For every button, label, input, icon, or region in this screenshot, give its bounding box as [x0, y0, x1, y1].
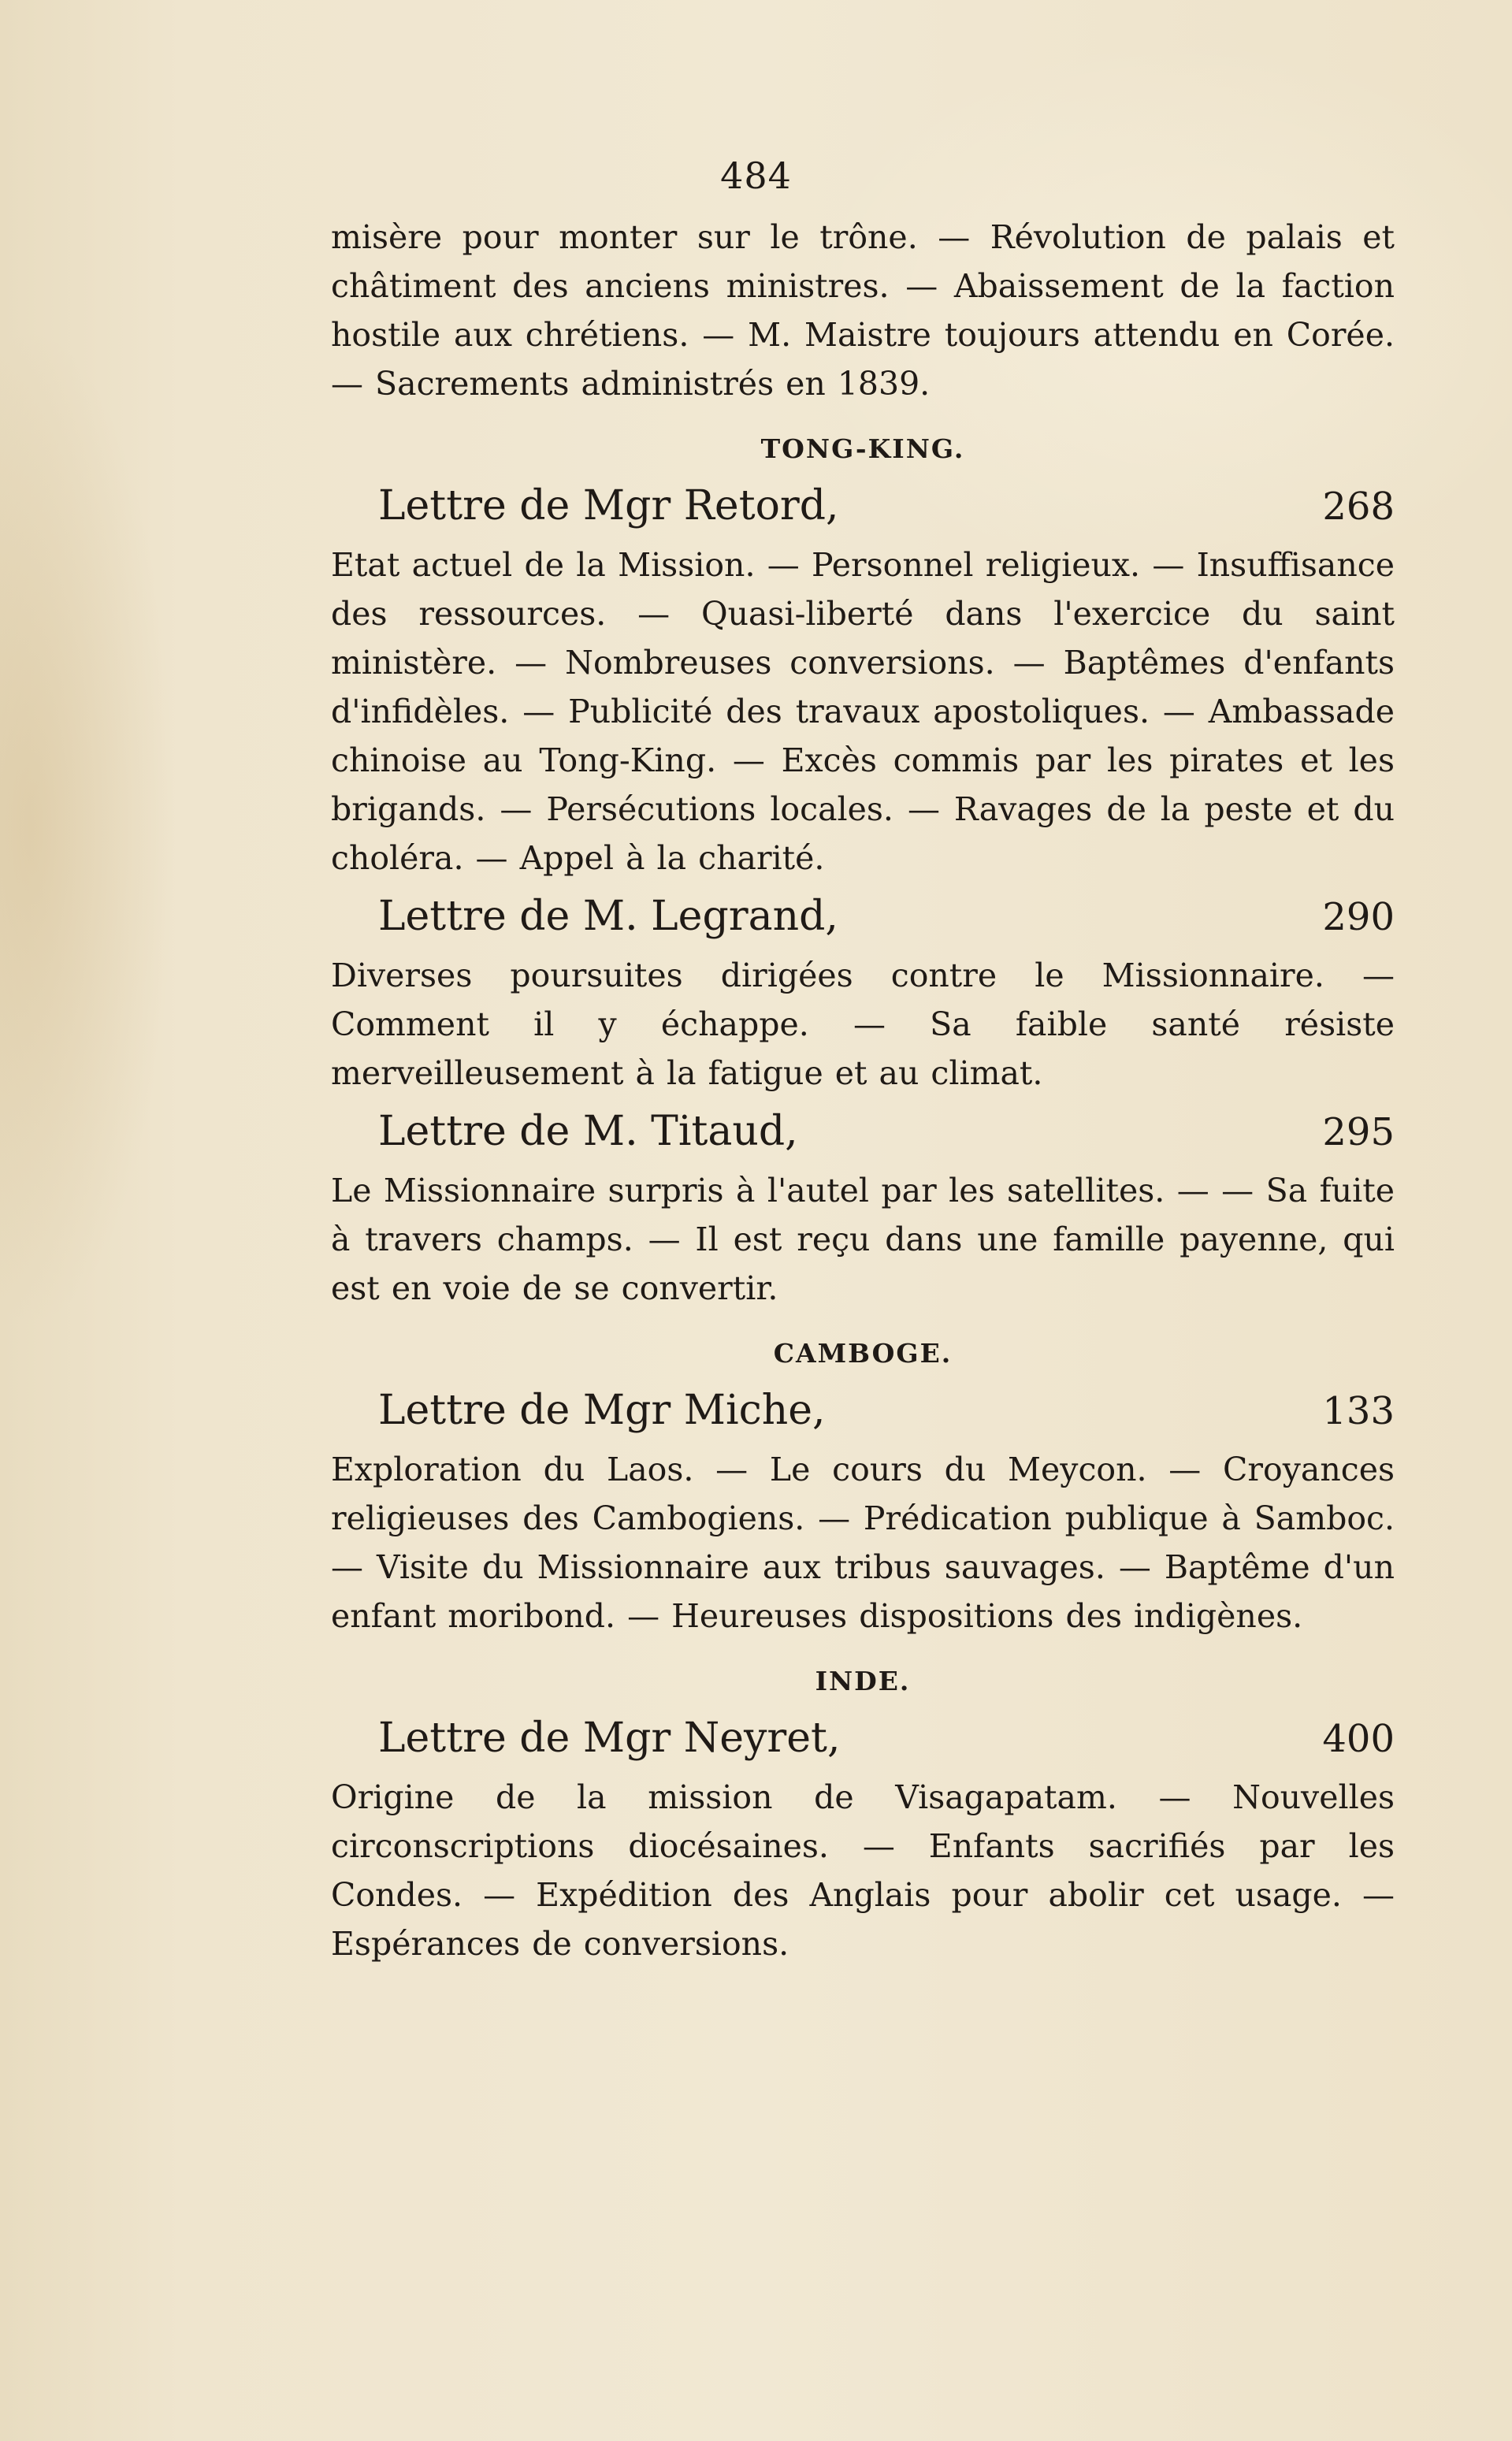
page-reference: 133	[1322, 1389, 1395, 1433]
letter-entry	[331, 1711, 1395, 1767]
letter-summary: Exploration du Laos. — Le cours du Meycon. — Croyances religieuses des Cambogiens. — Prédication publique à Samboc. — Visite du Missionnaire aux tribus sauvages. — Baptême d'un enfant moribond. — Heureuses dispositions des indigènes.	[331, 1451, 1395, 1635]
letter-title: Lettre de Mgr Neyret,	[378, 1715, 841, 1762]
letter-title: Lettre de Mgr Retord,	[378, 482, 839, 529]
intro-paragraph: misère pour monter sur le trône. — Révolution de palais et châtiment des anciens ministres. — Abaissement de la faction hostile aux chrétiens. — M. Maistre toujours attendu en Corée. — Sacrements administrés en 1839.	[331, 218, 1395, 403]
letter-summary: Diverses poursuites dirigées contre le Missionnaire. — Comment il y échappe. — Sa faible santé résiste merveilleusement à la fatigue et au climat.	[331, 957, 1395, 1092]
table-of-contents	[331, 213, 1395, 1968]
section-heading-inde: INDE.	[815, 1666, 911, 1696]
page-reference: 400	[1322, 1717, 1395, 1761]
letter-title: Lettre de Mgr Miche,	[378, 1387, 826, 1434]
letter-entry	[331, 1104, 1395, 1160]
letter-entry	[331, 889, 1395, 945]
section-heading-camboge: CAMBOGE.	[773, 1338, 953, 1369]
letter-title: Lettre de M. Titaud,	[378, 1108, 798, 1155]
page-reference: 295	[1322, 1110, 1395, 1154]
page-number: 484	[720, 154, 792, 197]
letter-summary: Le Missionnaire surpris à l'autel par les satellites. — — Sa fuite à travers champs. — Il est reçu dans une famille payenne, qui est en voie de se convertir.	[331, 1172, 1395, 1307]
section-heading-tong-king: TONG-KING.	[760, 433, 965, 464]
letter-summary: Origine de la mission de Visagapatam. — Nouvelles circonscriptions diocésaines. — Enfants sacrifiés par les Condes. — Expédition des Anglais pour abolir cet usage. — Espérances de conversions.	[331, 1778, 1395, 1963]
page-reference: 268	[1322, 485, 1395, 529]
page-reference: 290	[1322, 895, 1395, 939]
letter-summary: Etat actuel de la Mission. — Personnel religieux. — Insuffisance des ressources. — Quasi-liberté dans l'exercice du saint ministère. — Nombreuses conversions. — Baptêmes d'enfants d'infidèles. — Publicité des travaux apostoliques. — Ambassade chinoise au Tong-King. — Excès commis par les pirates et les brigands. — Persécutions locales. — Ravages de la peste et du choléra. — Appel à la charité.	[331, 546, 1395, 877]
letter-entry	[331, 478, 1395, 534]
letter-title: Lettre de M. Legrand,	[378, 893, 838, 940]
letter-entry	[331, 1383, 1395, 1439]
